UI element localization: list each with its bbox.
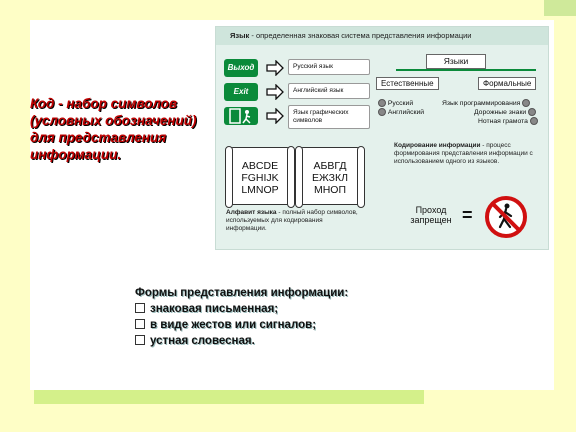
arrow-right-icon: [266, 60, 284, 76]
bullet-icon: [378, 99, 386, 107]
scroll-line: ABCDE: [241, 160, 279, 172]
russian-language-label: Русский язык: [288, 59, 370, 75]
arrow-right-icon: [266, 84, 284, 100]
forms-heading: Формы представления информации:: [135, 287, 349, 299]
list-item: [135, 301, 348, 317]
bullet-icon: [522, 99, 530, 107]
formal-item: [478, 117, 538, 125]
alphabet-definition-text: - полный набор символов, используемых для кодирования информации.: [226, 209, 358, 232]
formal-languages: Формальные: [478, 77, 536, 90]
natural-item-label: Английский: [387, 108, 425, 116]
graphic-symbols-label: Язык графических символов: [288, 105, 370, 129]
cyrillic-alphabet-scroll: [300, 147, 360, 205]
checkbox-bullet-icon: [135, 335, 145, 345]
scroll-line: АБВГД: [313, 160, 347, 172]
list-item-label: устная словесная.: [150, 335, 255, 347]
equals-sign: =: [462, 205, 473, 225]
language-definition: [230, 31, 472, 40]
languages-root: Языки: [426, 54, 486, 69]
natural-languages: Естественные: [376, 77, 439, 90]
arrow-right-icon: [266, 108, 284, 124]
bullet-icon: [378, 108, 386, 116]
list-item-label: в виде жестов или сигналов;: [150, 319, 317, 331]
bullet-icon: [530, 117, 538, 125]
language-definition-text: - определенная знаковая система представления информации: [249, 31, 472, 40]
scroll-line: LMNOP: [241, 184, 279, 196]
english-language-label: Английский язык: [288, 83, 370, 99]
formal-item: [474, 108, 536, 116]
list-item: [135, 333, 348, 349]
latin-alphabet-scroll: [230, 147, 290, 205]
scroll-line: FGHIJK: [241, 172, 279, 184]
no-entry-text: Проход запрещен: [410, 205, 452, 225]
exit-sign-russian: Выход: [224, 59, 258, 77]
tree-connector: [396, 69, 536, 71]
formal-item-label: Язык программирования: [442, 99, 521, 107]
alphabet-definition: [226, 209, 364, 233]
list-item: [135, 317, 348, 333]
language-term: Язык: [230, 31, 250, 40]
code-definition: Код - набор символов (условных обозначений) для представления информации.: [30, 96, 197, 162]
natural-item: [378, 108, 424, 116]
no-pedestrian-icon: [484, 195, 528, 239]
scroll-line: ЕЖЗКЛ: [312, 172, 348, 184]
list-item-label: знаковая письменная;: [150, 303, 279, 315]
bottom-decoration-bar: [34, 390, 424, 404]
corner-decoration: [544, 0, 576, 16]
formal-item: [442, 99, 530, 107]
formal-item-label: Дорожные знаки: [474, 108, 527, 116]
natural-item-label: Русский: [387, 99, 414, 107]
checkbox-bullet-icon: [135, 303, 145, 313]
coding-term: Кодирование информации: [394, 142, 481, 149]
coding-definition-text: - процесс формирования представления информации с использованием одного из языков.: [394, 142, 533, 165]
coding-definition: [394, 142, 544, 166]
natural-item: [378, 99, 413, 107]
exit-sign-english: Exit: [224, 83, 258, 101]
language-illustration: [215, 26, 549, 250]
checkbox-bullet-icon: [135, 319, 145, 329]
alphabet-term: Алфавит языка: [226, 209, 277, 216]
information-forms-list: [135, 285, 348, 349]
scroll-line: МНОП: [313, 184, 347, 196]
formal-item-label: Нотная грамота: [478, 117, 528, 125]
exit-pictogram-icon: [224, 107, 258, 125]
bullet-icon: [528, 108, 536, 116]
